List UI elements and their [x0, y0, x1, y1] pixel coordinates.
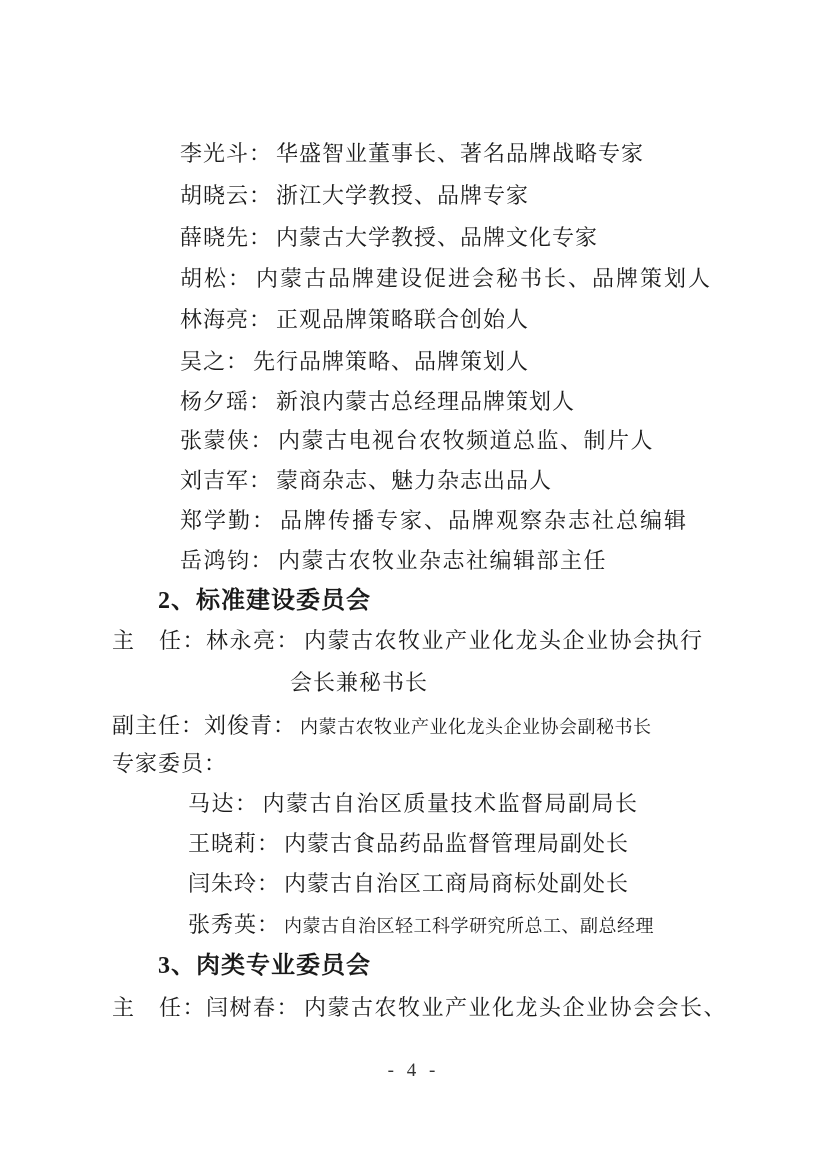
chair-desc: 内蒙古农牧业产业化龙头企业协会会长、	[304, 995, 728, 1020]
member-name: 岳鸿钧：	[180, 548, 275, 573]
expert-name: 张秀英：	[188, 912, 281, 937]
expert-desc: 内蒙古食品药品监督管理局副处长	[284, 831, 630, 856]
member-desc: 内蒙古电视台农牧频道总监、制片人	[278, 428, 655, 453]
member-line	[180, 547, 607, 575]
expert-line	[188, 911, 654, 940]
expert-name: 王晓莉：	[188, 831, 281, 856]
member-name: 胡晓云：	[180, 183, 273, 208]
member-name: 林海亮：	[180, 307, 273, 332]
member-desc: 内蒙古大学教授、品牌文化专家	[276, 225, 599, 250]
member-desc: 蒙商杂志、魅力杂志出品人	[276, 468, 553, 493]
member-line	[180, 140, 644, 168]
member-desc: 品牌传播专家、品牌观察杂志社总编辑	[280, 508, 689, 533]
vice-chair-label: 副主任：	[112, 713, 205, 738]
member-desc: 内蒙古品牌建设促进会秘书长、品牌策划人	[256, 266, 713, 291]
chair-label: 主 任：	[112, 995, 207, 1020]
member-desc: 正观品牌策略联合创始人	[276, 307, 530, 332]
member-name: 杨夕瑶：	[180, 389, 273, 414]
expert-line	[188, 790, 639, 818]
member-name: 薛晓先：	[180, 225, 273, 250]
member-line	[180, 224, 598, 252]
chair-label: 主 任：	[112, 628, 207, 653]
member-desc: 浙江大学教授、品牌专家	[276, 183, 530, 208]
page-number: - 4 -	[387, 1060, 440, 1081]
member-name: 郑学勤：	[180, 508, 277, 533]
member-line	[180, 182, 529, 210]
member-name: 李光斗：	[180, 141, 273, 166]
vice-chair-line	[112, 712, 652, 741]
member-line	[180, 388, 575, 416]
member-desc: 华盛智业董事长、著名品牌战略专家	[276, 141, 645, 166]
expert-desc: 内蒙古自治区轻工科学研究所总工、副总经理	[284, 916, 655, 936]
member-name: 胡松：	[180, 266, 253, 291]
section-3-heading: 3、肉类专业委员会	[158, 953, 371, 979]
member-line	[180, 348, 529, 376]
chair-line	[112, 994, 727, 1022]
member-line	[180, 507, 688, 535]
member-line	[180, 427, 654, 455]
expert-desc: 内蒙古自治区质量技术监督局副局长	[262, 791, 639, 816]
chair-name: 闫树春：	[206, 995, 301, 1020]
member-name: 刘吉军：	[180, 468, 273, 493]
expert-line	[188, 870, 629, 898]
member-name: 张蒙侠：	[180, 428, 275, 453]
chair-desc: 内蒙古农牧业产业化龙头企业协会执行	[304, 628, 704, 653]
section-2-heading: 2、标准建设委员会	[158, 588, 371, 614]
member-line	[180, 306, 529, 334]
member-line	[180, 265, 712, 293]
expert-desc: 内蒙古自治区工商局商标处副处长	[284, 871, 630, 896]
chair-line	[112, 627, 704, 655]
vice-chair-desc: 内蒙古农牧业产业化龙头企业协会副秘书长	[300, 717, 652, 737]
member-desc: 先行品牌策略、品牌策划人	[253, 349, 530, 374]
member-desc: 内蒙古农牧业杂志社编辑部主任	[278, 548, 608, 573]
member-line	[180, 467, 552, 495]
experts-label: 专家委员：	[112, 751, 228, 776]
vice-chair-name: 刘俊青：	[204, 713, 297, 738]
member-name: 吴之：	[180, 349, 250, 374]
expert-name: 闫朱玲：	[188, 871, 281, 896]
expert-line	[188, 830, 629, 858]
chair-desc-continuation: 会长兼秘书长	[290, 670, 429, 695]
chair-name: 林永亮：	[206, 628, 301, 653]
member-desc: 新浪内蒙古总经理品牌策划人	[276, 389, 576, 414]
expert-name: 马达：	[188, 791, 259, 816]
